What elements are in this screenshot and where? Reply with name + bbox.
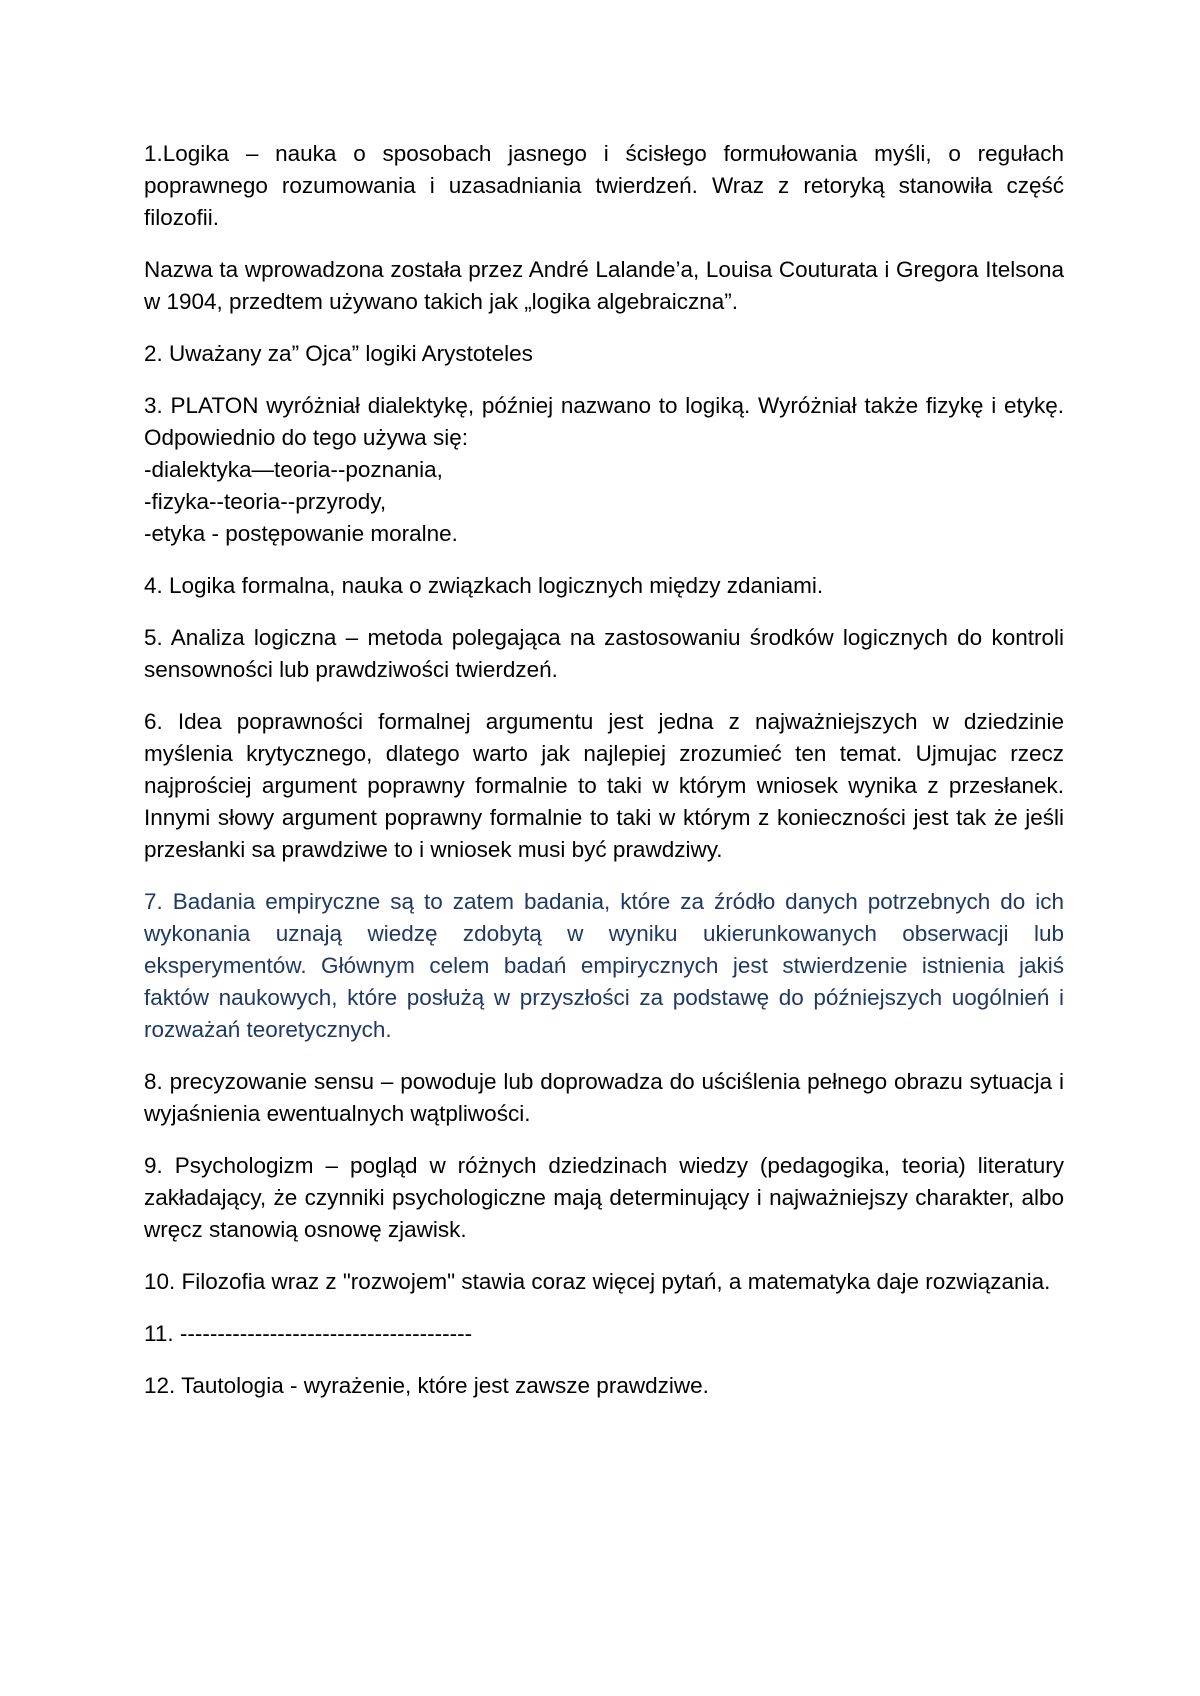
paragraph-8-precyzowanie-sensu: 8. precyzowanie sensu – powoduje lub doprowadza do uściślenia pełnego obrazu sytuacja i wyjaśnienia ewentualnych wątpliwości.	[144, 1069, 1064, 1126]
paragraph-5-analiza-logiczna: 5. Analiza logiczna – metoda polegająca na zastosowaniu środków logicznych do kontroli sensowności lub prawdziwości twierdzeń.	[144, 625, 1064, 682]
paragraph-3-intro: 3. PLATON wyróżniał dialektykę, później nazwano to logiką. Wyróżniał także fizykę i etykę. Odpowiednio do tego używa się:	[144, 393, 1064, 450]
paragraph-10-filozofia: 10. Filozofia wraz z "rozwojem" stawia coraz więcej pytań, a matematyka daje rozwiązania.	[144, 1269, 1051, 1294]
paragraph-1-logika: 1.Logika – nauka o sposobach jasnego i ścisłego formułowania myśli, o regułach poprawnego rozumowania i uzasadniania twierdzeń. Wraz z retoryką stanowiła część filozofii.	[144, 141, 1064, 230]
paragraph-9-psychologizm: 9. Psychologizm – pogląd w różnych dziedzinach wiedzy (pedagogika, teoria) literatury zakładający, że czynniki psychologiczne mają determinujący i najważniejszy charakter, albo wręcz stanowią osnowę zjawisk.	[144, 1153, 1064, 1242]
paragraph-2-arystoteles: 2. Uważany za” Ojca” logiki Arystoteles	[144, 341, 533, 366]
paragraph-3-line-etyka: -etyka - postępowanie moralne.	[144, 521, 458, 546]
paragraph-7-badania-empiryczne: 7. Badania empiryczne są to zatem badania, które za źródło danych potrzebnych do ich wykonania uznają wiedzę zdobytą w wyniku ukierunkowanych obserwacji lub eksperymentów. Głównym celem badań empirycznych jest stwierdzenie istnienia jakiś faktów naukowych, które posłużą w przyszłości za podstawę do późniejszych uogólnień i rozważań teoretycznych.	[144, 889, 1064, 1042]
paragraph-11-empty: 11. ---------------------------------------	[144, 1321, 473, 1346]
paragraph-1-nazwa: Nazwa ta wprowadzona została przez André Lalande’a, Louisa Couturata i Gregora Itelsona w 1904, przedtem używano takich jak „logika algebraiczna”.	[144, 257, 1064, 314]
paragraph-12-tautologia: 12. Tautologia - wyrażenie, które jest zawsze prawdziwe.	[144, 1373, 709, 1398]
paragraph-3-line-dialektyka: -dialektyka—teoria--poznania,	[144, 457, 443, 482]
paragraph-4-logika-formalna: 4. Logika formalna, nauka o związkach logicznych między zdaniami.	[144, 573, 824, 598]
paragraph-6-poprawnosc-formalna: 6. Idea poprawności formalnej argumentu jest jedna z najważniejszych w dziedzinie myślenia krytycznego, dlatego warto jak najlepiej zrozumieć ten temat. Ujmujac rzecz najprościej argument poprawny formalnie to taki w którym wniosek wynika z przesłanek. Innymi słowy argument poprawny formalnie to taki w którym z konieczności jest tak że jeśli przesłanki sa prawdziwe to i wniosek musi być prawdziwy.	[144, 709, 1064, 862]
paragraph-3-platon	[144, 390, 1064, 550]
document-page	[144, 138, 1064, 1422]
paragraph-3-line-fizyka: -fizyka--teoria--przyrody,	[144, 489, 387, 514]
